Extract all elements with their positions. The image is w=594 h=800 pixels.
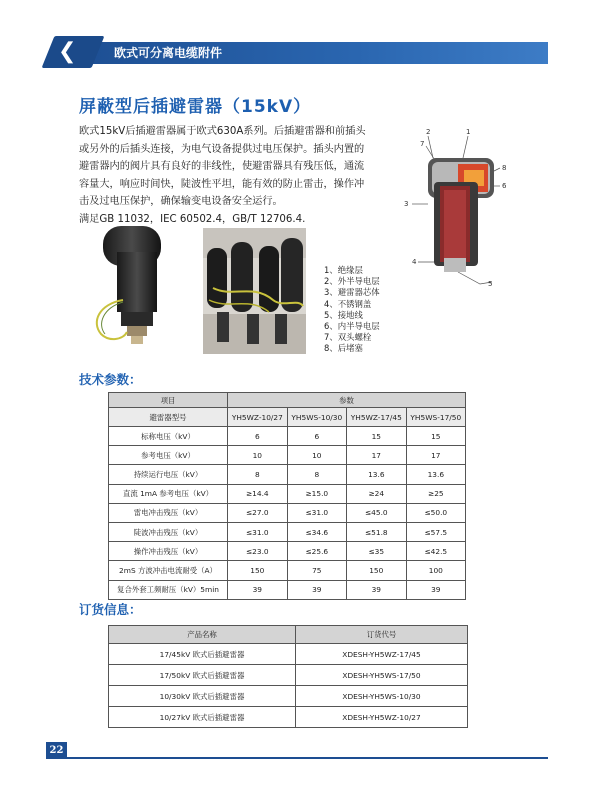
spec-cell: ≤31.0: [228, 522, 288, 541]
arrester-cutaway-diagram: [388, 122, 518, 307]
spec-cell: ≤23.0: [228, 542, 288, 561]
order-name: 17/50kV 欧式后插避雷器: [109, 665, 296, 686]
spec-row-label: 雷电冲击残压（kV）: [109, 503, 228, 522]
order-code: XDESH-YH5WS-10/30: [296, 686, 468, 707]
spec-cell: ≤57.5: [406, 522, 465, 541]
footer-rule: [67, 757, 548, 759]
diagram-label: 3: [404, 200, 409, 208]
spec-cell: 150: [346, 561, 406, 580]
table-row: [109, 522, 466, 541]
table-row: [109, 707, 468, 728]
spec-model: YH5WZ-10/27: [228, 408, 288, 427]
spec-cell: 150: [228, 561, 288, 580]
spec-cell: ≤51.8: [346, 522, 406, 541]
diagram-label: 4: [412, 258, 417, 266]
legend-item: 1、绝缘层: [324, 265, 363, 275]
order-name: 10/27kV 欧式后插避雷器: [109, 707, 296, 728]
spec-cell: ≤45.0: [346, 503, 406, 522]
legend-item: 6、内半导电层: [324, 321, 380, 332]
spec-cell: 39: [346, 580, 406, 599]
spec-cell: ≥24: [346, 484, 406, 503]
spec-row-label: 操作冲击残压（kV）: [109, 542, 228, 561]
spec-cell: ≥25: [406, 484, 465, 503]
spec-cell: ≤25.6: [287, 542, 346, 561]
spec-cell: ≤50.0: [406, 503, 465, 522]
legend-item: 5、接地线: [324, 309, 363, 320]
intro-line: 满足GB 11032，IEC 60502.4，GB/T 12706.4.: [79, 213, 306, 225]
spec-row-label: 参考电压（kV）: [109, 446, 228, 465]
header-title: 欧式可分离电缆附件: [114, 46, 223, 60]
spec-cell: 39: [228, 580, 288, 599]
chevron-left-icon: ❮: [58, 39, 77, 64]
diagram-label: 8: [502, 164, 507, 172]
spec-cell: 100: [406, 561, 465, 580]
table-row: [109, 644, 468, 665]
spec-row-label: 直流 1mA 参考电压（kV）: [109, 484, 228, 503]
spec-model: YH5WS-17/50: [406, 408, 465, 427]
spec-cell: ≤35: [346, 542, 406, 561]
intro-line: 或另外的后插头连接，为电气设备提供过电压保护。插头内置的: [79, 143, 365, 155]
spec-cell: 15: [346, 427, 406, 446]
spec-cell: 17: [346, 446, 406, 465]
table-row: [109, 542, 466, 561]
spec-cell: 75: [287, 561, 346, 580]
table-row: [109, 446, 466, 465]
spec-model: YH5WS-10/30: [287, 408, 346, 427]
spec-cell: 10: [287, 446, 346, 465]
spec-col-params: 参数: [228, 393, 466, 408]
table-row: [109, 561, 466, 580]
order-name: 17/45kV 欧式后插避雷器: [109, 644, 296, 665]
spec-row-label: 标称电压（kV）: [109, 427, 228, 446]
spec-cell: ≤31.0: [287, 503, 346, 522]
spec-row-label: 复合外套工频耐压（kV）5min: [109, 580, 228, 599]
spec-cell: ≥14.4: [228, 484, 288, 503]
spec-section-title: 技术参数：: [79, 372, 142, 387]
diagram-label: 2: [426, 128, 431, 136]
diagram-label: 5: [488, 280, 493, 288]
legend-item: 7、双头螺栓: [324, 332, 372, 343]
diagram-legend: [324, 265, 380, 355]
table-row: [109, 686, 468, 707]
table-row: [109, 665, 468, 686]
table-row: [109, 427, 466, 446]
intro-line: 容量大，响应时间快，陡波性平坦，能有效的防止雷击，操作冲: [79, 178, 365, 190]
order-table: [108, 625, 468, 728]
order-code: XDESH-YH5WS-17/50: [296, 665, 468, 686]
spec-cell: 39: [287, 580, 346, 599]
table-row: [109, 465, 466, 484]
order-code: XDESH-YH5WZ-17/45: [296, 644, 468, 665]
intro-line: 击及过电压保护，确保输变电设备安全运行。: [79, 196, 283, 208]
diagram-label: 1: [466, 128, 471, 136]
spec-cell: ≥15.0: [287, 484, 346, 503]
spec-cell: 15: [406, 427, 465, 446]
spec-cell: 39: [406, 580, 465, 599]
diagram-label: 7: [420, 140, 425, 148]
spec-cell: 8: [287, 465, 346, 484]
page-title: 屏蔽型后插避雷器（15kV）: [79, 97, 312, 117]
spec-model-label: 避雷器型号: [109, 408, 228, 427]
intro-text: [79, 123, 399, 229]
spec-cell: ≤42.5: [406, 542, 465, 561]
arrester-product-photo: [79, 222, 189, 350]
legend-item: 8、后堵塞: [324, 343, 363, 354]
spec-cell: 17: [406, 446, 465, 465]
intro-line: 避雷器内的阀片具有良好的非线性，使避雷器具有残压低，通流: [79, 161, 365, 173]
legend-item: 4、不锈钢盖: [324, 298, 372, 309]
table-row: [109, 484, 466, 503]
spec-row-label: 陡波冲击残压（kV）: [109, 522, 228, 541]
spec-row-label: 持续运行电压（kV）: [109, 465, 228, 484]
order-col-name: 产品名称: [109, 626, 296, 644]
table-row: [109, 503, 466, 522]
order-code: XDESH-YH5WZ-10/27: [296, 707, 468, 728]
page-number: 22: [46, 742, 67, 759]
spec-cell: ≤34.6: [287, 522, 346, 541]
spec-cell: ≤27.0: [228, 503, 288, 522]
legend-item: 3、避雷器芯体: [324, 287, 380, 298]
spec-cell: 13.6: [406, 465, 465, 484]
table-row: [109, 580, 466, 599]
spec-cell: 6: [287, 427, 346, 446]
intro-line: 欧式15kV后插避雷器属于欧式630A系列。后插避雷器和前插头: [79, 126, 366, 137]
diagram-label: 6: [502, 182, 507, 190]
order-col-code: 订货代号: [296, 626, 468, 644]
spec-table: [108, 392, 466, 600]
spec-model: YH5WZ-17/45: [346, 408, 406, 427]
header-banner: [48, 36, 548, 68]
spec-row-label: 2mS 方波冲击电流耐受（A）: [109, 561, 228, 580]
spec-col-item: 项目: [109, 393, 228, 408]
order-section-title: 订货信息：: [79, 602, 142, 617]
legend-item: 2、外半导电层: [324, 276, 380, 287]
installation-photo: [203, 228, 306, 354]
spec-cell: 8: [228, 465, 288, 484]
spec-cell: 10: [228, 446, 288, 465]
spec-cell: 13.6: [346, 465, 406, 484]
spec-cell: 6: [228, 427, 288, 446]
order-name: 10/30kV 欧式后插避雷器: [109, 686, 296, 707]
